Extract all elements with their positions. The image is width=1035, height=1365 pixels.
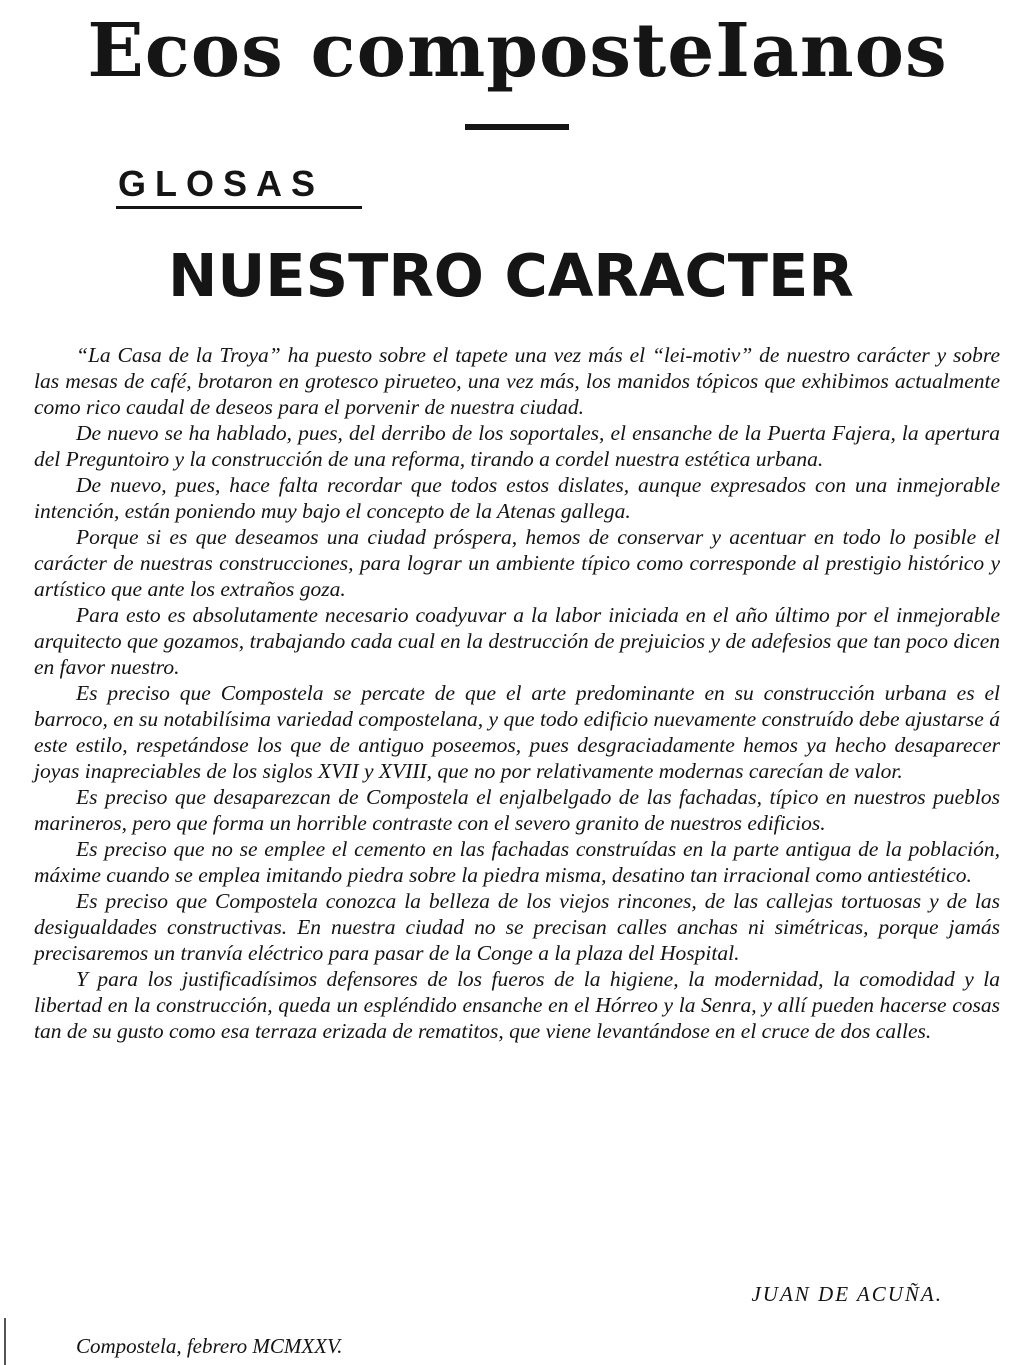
masthead-title: Ecos composteIanos: [87, 8, 948, 94]
dateline: Compostela, febrero MCMXXV.: [76, 1334, 343, 1358]
paragraph: Es preciso que no se emplee el cemento en las fachadas construídas en la parte antigua de la población, máxime cuando se emplea imitando piedra sobre la piedra misma, desatino tan irracional como antiestético.: [34, 837, 1000, 887]
paragraph: De nuevo se ha hablado, pues, del derribo de los soportales, el ensanche de la Puerta Fajera, la apertura del Preguntoiro y la construcción de una reforma, tirando a cordel nuestra estética urbana.: [34, 421, 1000, 471]
paragraph: Es preciso que desaparezcan de Compostela el enjalbelgado de las fachadas, típico en nuestros pueblos marineros, pero que forma un horrible contraste con el severo granito de nuestros edificios.: [34, 785, 1000, 835]
masthead-rule: [465, 124, 569, 130]
paragraph: Es preciso que Compostela se percate de que el arte predominante en su construcción urbana es el barroco, en su notabilísima variedad compostelana, y que todo edificio nuevamente construído debe ajustarse á este estilo, respetándose los que de antiguo poseemos, pues desgraciadamente hemos ya hecho desaparecer joyas inapreciables de los siglos XVII y XVIII, que no por relativamente modernas carecían de valor.: [34, 681, 1000, 783]
article-body: [34, 342, 1000, 1044]
article-headline: NUESTRO CARACTER: [168, 246, 854, 308]
paragraph: “La Casa de la Troya” ha puesto sobre el tapete una vez más el “lei-motiv” de nuestro carácter y sobre las mesas de café, brotaron en grotesco pirueteo, una vez más, los manidos tópicos que exhibimos actualmente como rico caudal de deseos para el porvenir de nuestra ciudad.: [34, 343, 1000, 419]
section-label: GLOSAS: [118, 163, 325, 204]
section-underline: [116, 206, 362, 209]
author-signature: JUAN DE ACUÑA.: [751, 1282, 943, 1306]
page-edge-mark: [4, 1318, 6, 1365]
paragraph: Es preciso que Compostela conozca la belleza de los viejos rincones, de las callejas tortuosas y de las desigualdades constructivas. En nuestra ciudad no se precisan calles anchas ni simétricas, porque jamás precisaremos un tranvía eléctrico para pasar de la Conge a la plaza del Hospital.: [34, 889, 1000, 965]
paragraph: Porque si es que deseamos una ciudad próspera, hemos de conservar y acentuar en todo lo posible el carácter de nuestras construcciones, para lograr un ambiente típico como corresponde al prestigio histórico y artístico que ante los extraños goza.: [34, 525, 1000, 601]
paragraph: Y para los justificadísimos defensores de los fueros de la higiene, la modernidad, la comodidad y la libertad en la construcción, queda un espléndido ensanche en el Hórreo y la Senra, y allí pueden hacerse cosas tan de su gusto como esa terraza erizada de rematitos, que viene levantándose en el cruce de dos calles.: [34, 967, 1000, 1043]
paragraph: De nuevo, pues, hace falta recordar que todos estos dislates, aunque expresados con una inmejorable intención, están poniendo muy bajo el concepto de la Atenas gallega.: [34, 473, 1000, 523]
paragraph: Para esto es absolutamente necesario coadyuvar a la labor iniciada en el año último por el inmejorable arquitecto que gozamos, trabajando cada cual en la destrucción de prejuicios y de adefesios que tan poco dicen en favor nuestro.: [34, 603, 1000, 679]
